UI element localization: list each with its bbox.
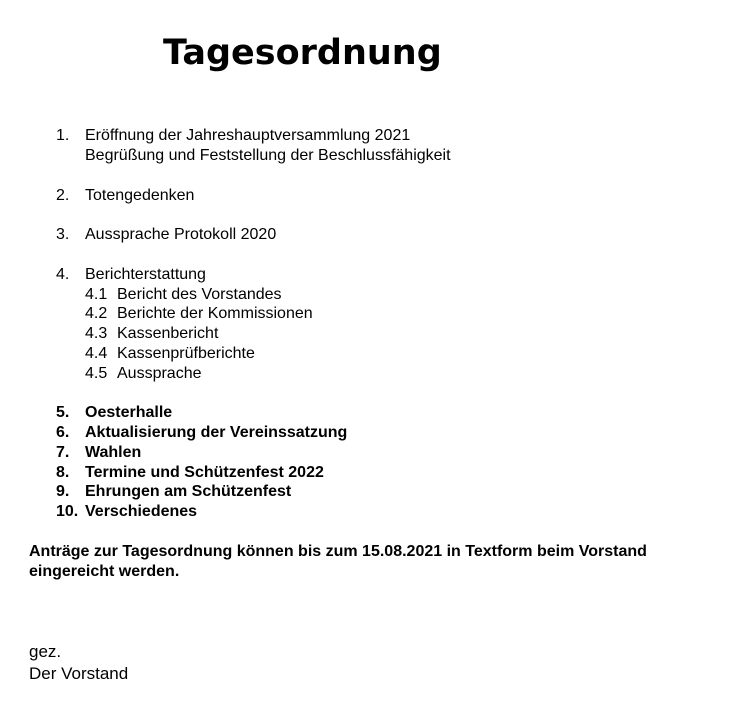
signature-board: Der Vorstand <box>29 664 129 683</box>
agenda-subitem-text: Kassenprüfberichte <box>117 345 255 362</box>
agenda-item-text: Ehrungen am Schützenfest <box>85 483 292 500</box>
agenda-item-number: 8. <box>56 464 70 481</box>
agenda-subitem-number: 4.4 <box>85 345 108 362</box>
agenda-subitem-number: 4.2 <box>85 305 108 322</box>
agenda-item-subtext: Begrüßung und Feststellung der Beschlussfähigkeit <box>85 147 451 164</box>
agenda-item-text: Totengedenken <box>85 187 195 204</box>
agenda-item-number: 10. <box>56 503 79 520</box>
agenda-item-number: 6. <box>56 424 70 441</box>
signature-gez: gez. <box>29 642 62 661</box>
agenda-item-number: 5. <box>56 404 70 421</box>
agenda-item-number: 9. <box>56 483 70 500</box>
agenda-subitem-number: 4.5 <box>85 365 108 382</box>
agenda-item-number: 4. <box>56 266 70 283</box>
agenda-item-text: Aktualisierung der Vereinssatzung <box>85 424 348 441</box>
submission-note: Anträge zur Tagesordnung können bis zum 15.08.2021 in Textform beim Vorstand eingereicht werden. <box>29 543 647 580</box>
agenda-item-number: 7. <box>56 444 70 461</box>
agenda-subitem-text: Bericht des Vorstandes <box>117 286 282 303</box>
agenda-item-number: 1. <box>56 127 70 144</box>
agenda-item-text: Berichterstattung <box>85 266 206 283</box>
agenda-subitem-text: Aussprache <box>117 365 202 382</box>
agenda-subitem-text: Berichte der Kommissionen <box>117 305 313 322</box>
agenda-item-text: Eröffnung der Jahreshauptversammlung 2021 <box>85 127 411 144</box>
page-title: Tagesordnung <box>163 33 442 73</box>
agenda-item-text: Aussprache Protokoll 2020 <box>85 226 277 243</box>
agenda-subitem-number: 4.1 <box>85 286 108 303</box>
agenda-item-number: 3. <box>56 226 70 243</box>
agenda-subitem-text: Kassenbericht <box>117 325 219 342</box>
agenda-item-text: Termine und Schützenfest 2022 <box>85 464 324 481</box>
agenda-subitem-number: 4.3 <box>85 325 108 342</box>
agenda-item-text: Verschiedenes <box>85 503 198 520</box>
agenda-item-number: 2. <box>56 187 70 204</box>
agenda-item-text: Oesterhalle <box>85 404 173 421</box>
agenda-item-text: Wahlen <box>85 444 142 461</box>
